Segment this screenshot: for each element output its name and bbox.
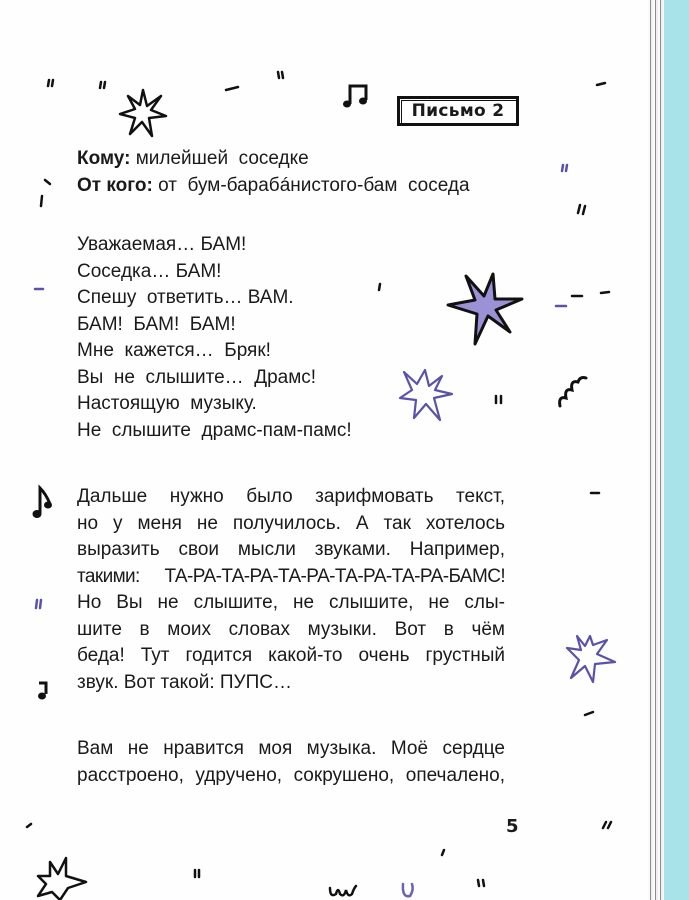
to-label: Кому: xyxy=(77,148,131,169)
page-number: 5 xyxy=(506,816,519,837)
paragraph-line: расстроено, удручено, сокрушено, опечалено, xyxy=(77,764,505,786)
poem-line: Мне кажется… Бряк! xyxy=(77,340,271,361)
paragraph-line: но у меня не получилось. А так хотелось xyxy=(77,512,505,534)
paragraph-line: беда! Тут годится какой-то очень грустный xyxy=(77,645,505,666)
poem-line: Вы не слышите… Драмс! xyxy=(77,366,317,388)
paragraph-line: Дальше нужно было зарифмовать текст, xyxy=(77,486,505,507)
book-cover-edge xyxy=(664,0,689,900)
poem-line: БАМ! БАМ! БАМ! xyxy=(77,313,236,335)
from-value: от бум-барабáнистого-бам соседа xyxy=(158,174,470,196)
poem-line: Уважаемая… БАМ! xyxy=(77,234,247,255)
paragraph-line: Но Вы не слышите, не слышите, не слы- xyxy=(77,592,505,613)
poem-line: Не слышите драмс-пам-памс! xyxy=(77,419,352,441)
to-value: милейшей соседке xyxy=(135,148,309,169)
poem-line: Настоящую музыку. xyxy=(77,393,257,414)
letter-title: Письмо 2 xyxy=(397,96,519,126)
book-page-edges xyxy=(648,0,664,900)
poem-line: Спешу ответить… ВАМ. xyxy=(77,287,294,308)
paragraph-line: Вам не нравится моя музыка. Моё сердце xyxy=(77,738,505,759)
paragraph-line: звук. Вот такой: ПУПС… xyxy=(77,671,292,693)
from-label: От кого: xyxy=(77,174,153,196)
paragraph-line: такими: ТА-РА-ТА-РА-ТА-РА-ТА-РА-ТА-РА-БАМС! xyxy=(77,565,505,587)
paragraph-line: шите в моих словах музыки. Вот в чём xyxy=(77,618,505,640)
paragraph-line: выразить свои мысли звуками. Например, xyxy=(77,539,505,560)
poem-line: Соседка… БАМ! xyxy=(77,260,222,282)
